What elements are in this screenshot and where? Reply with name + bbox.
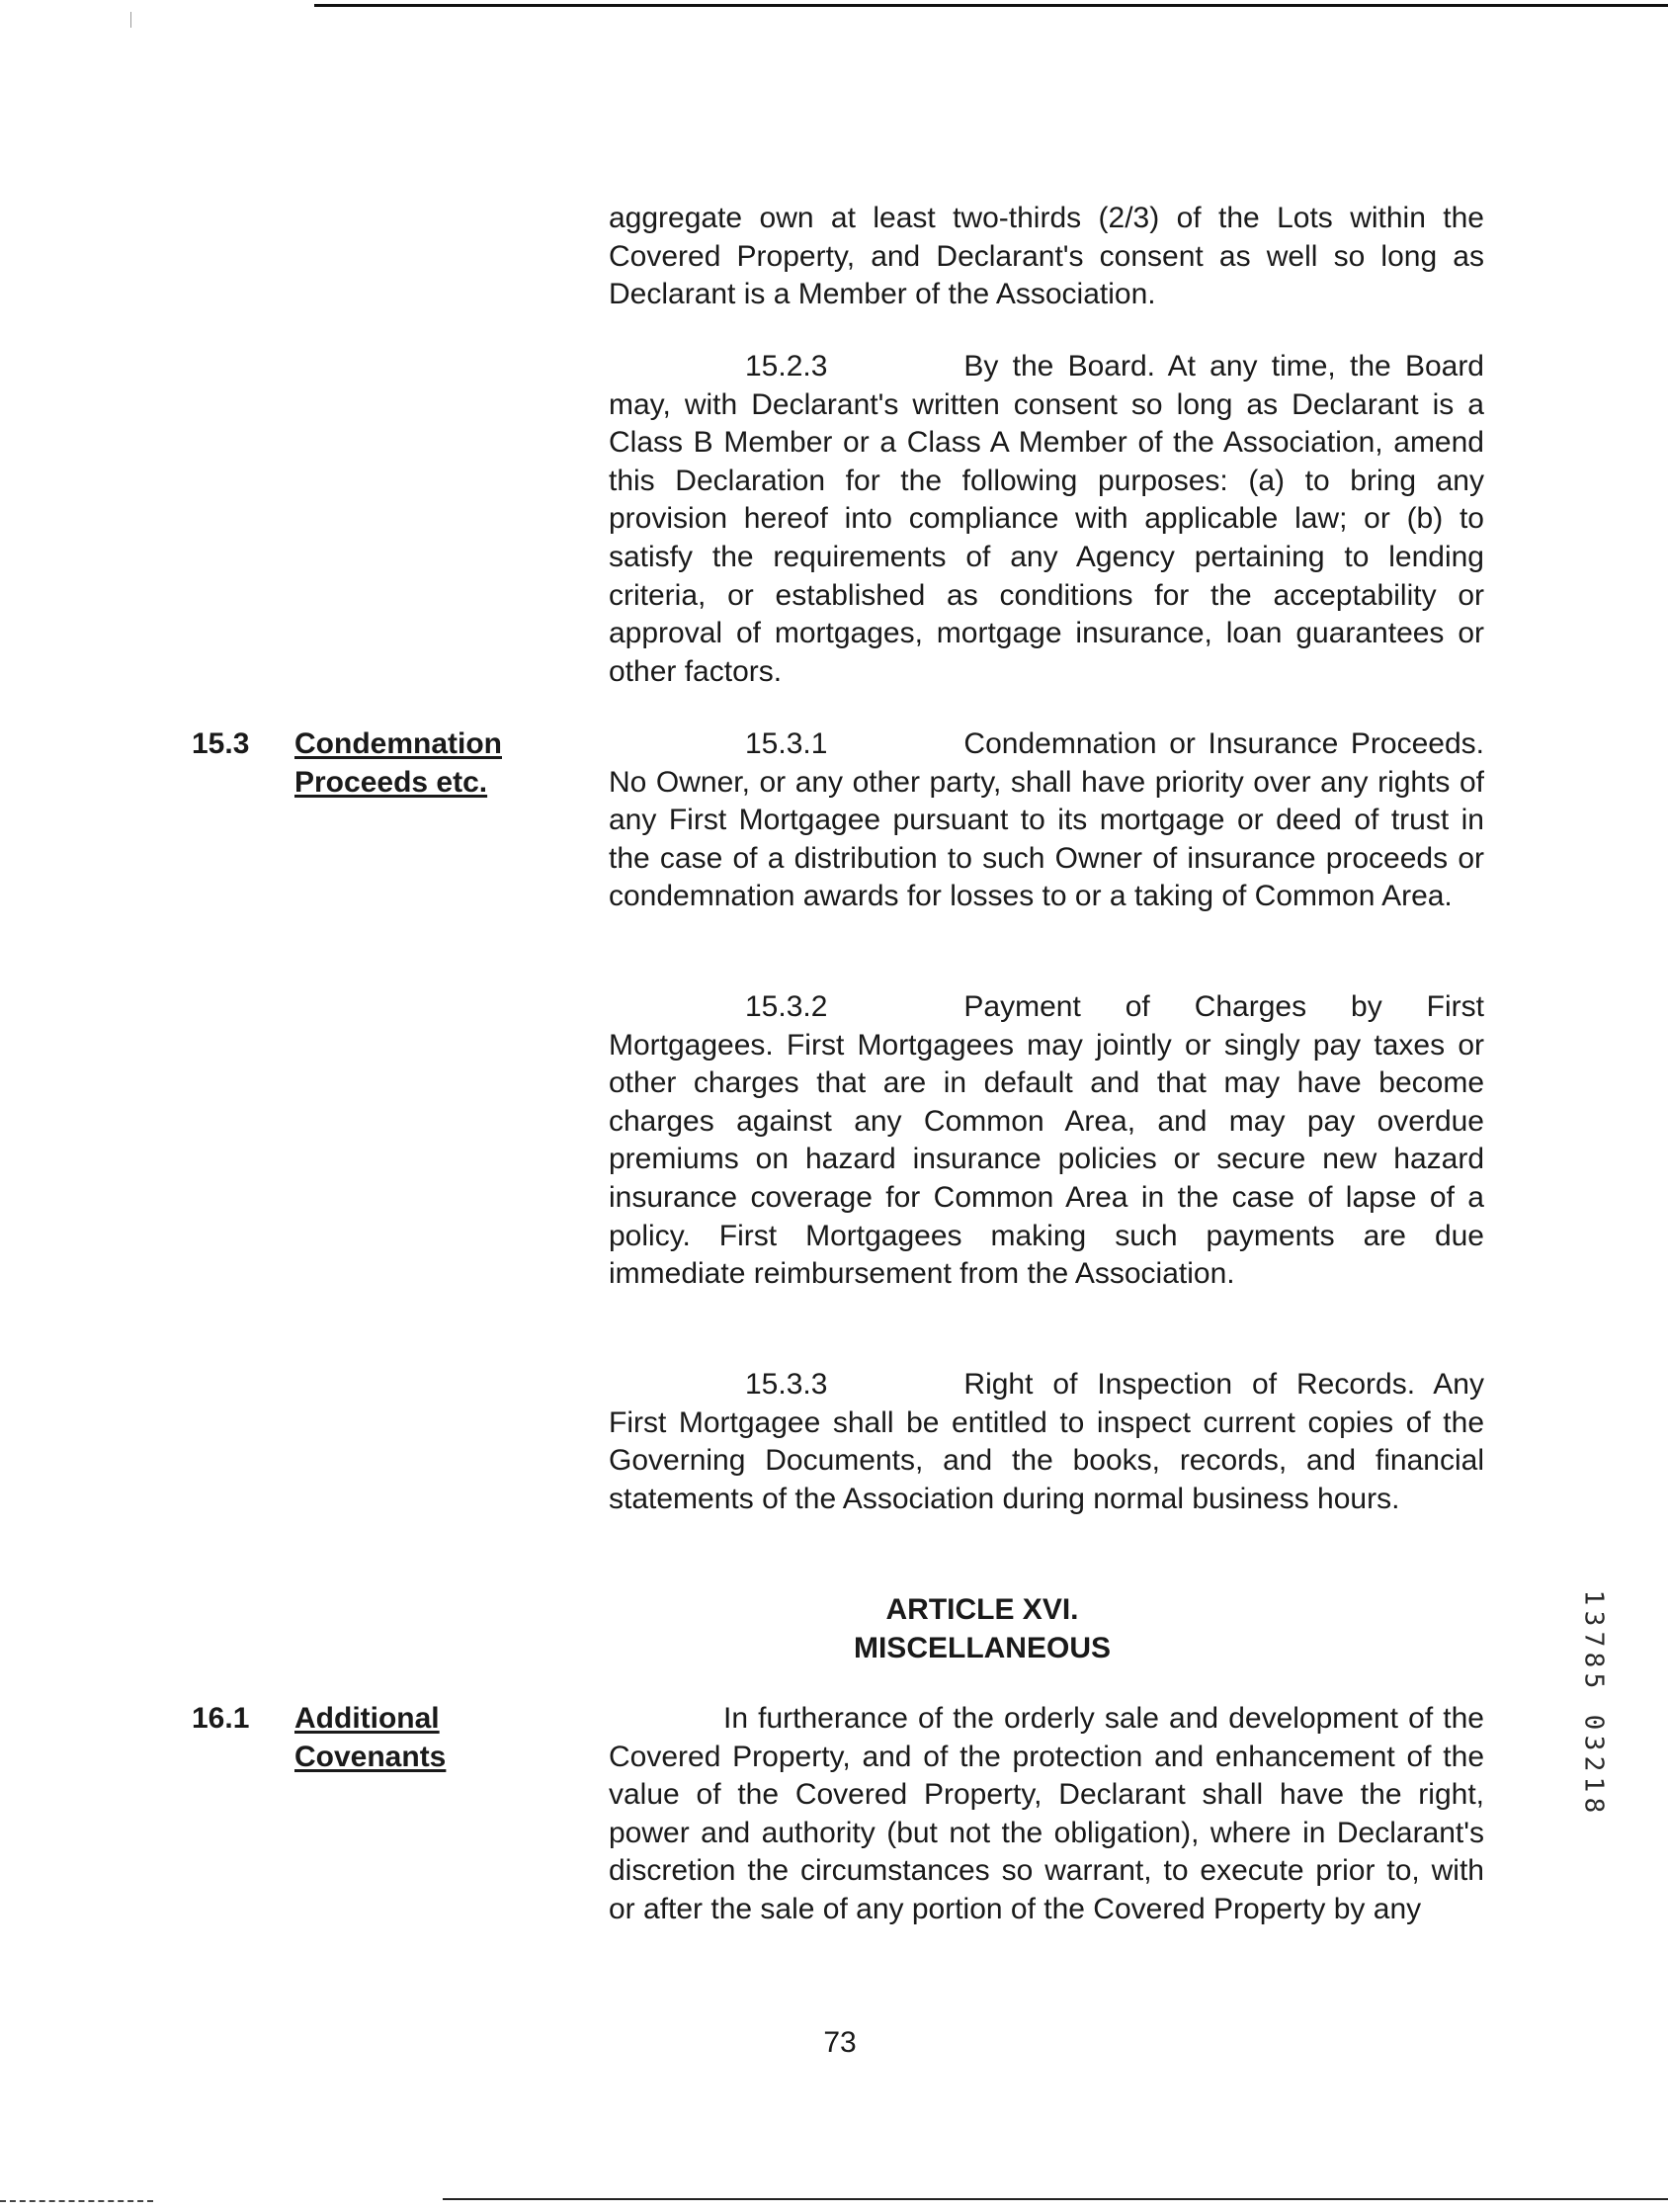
subsection-number: 15.3.2 <box>745 990 828 1023</box>
bottom-border-rule <box>443 2198 1668 2200</box>
paragraph-text: aggregate own at least two-thirds (2/3) of the Lots within the Covered Property, and Declarant's consent as well so long as Declarant is a Member of the Association. <box>609 202 1484 311</box>
paragraph-15-2-2-continuation <box>609 200 1484 314</box>
paragraph-text: Payment of Charges by First Mortgagees. First Mortgagees may jointly or singly pay taxes or other charges that are in default and that may have become charges against any Common Area, and may pay overdue premiums on hazard insurance policies or secure new hazard insurance coverage for Common Area in the case of lapse of a policy. First Mortgagees making such payments are due immediate reimbursement from the Association. <box>609 990 1484 1291</box>
bottom-left-scan-mark <box>0 2200 153 2202</box>
recording-number-stamp <box>1573 1587 1613 1884</box>
section-number: 15.3 <box>192 727 250 760</box>
stamp-char: 2 <box>1578 1755 1609 1772</box>
paragraph-15-3-1 <box>609 725 1484 916</box>
subsection-number: 15.3.3 <box>745 1368 828 1401</box>
paragraph-15-3-3 <box>609 1366 1484 1518</box>
stamp-char: 3 <box>1578 1735 1609 1751</box>
stamp-char: 1 <box>1578 1776 1609 1793</box>
paragraph-text: Right of Inspection of Records. Any First Mortgagee shall be entitled to inspect current copies of the Governing Documents, and the books, records, and financial statements of the Association during normal business hours. <box>609 1368 1484 1515</box>
stamp-char: 1 <box>1578 1589 1609 1606</box>
article-heading <box>609 1591 1356 1667</box>
paragraph-15-3-2 <box>609 988 1484 1294</box>
paragraph-body <box>609 1700 1484 1929</box>
section-title-line2: Covenants <box>294 1740 447 1773</box>
paragraph-body <box>609 348 1484 691</box>
paragraph-text: By the Board. At any time, the Board may, with Declarant's written consent so long as Declarant is a Class B Member or a Class A Member of the Association, amend this Declaration for the following purposes: (a) to bring any provision hereof into compliance with applicable law; or (b) to satisfy the requirements of any Agency pertaining to lending criteria, or established as conditions for the acceptability or approval of mortgages, mortgage insurance, loan guarantees or other factors. <box>609 350 1484 688</box>
stamp-char: 0 <box>1578 1714 1609 1731</box>
paragraph-text: In furtherance of the orderly sale and development of the Covered Property, and of the protection and enhancement of the value of the Covered Property, Declarant shall have the right, power and authority (but not the obligation), where in Declarant's discretion the circumstances so warrant, to execute prior to, with or after the sale of any portion of the Covered Property by any <box>609 1702 1484 1925</box>
top-left-scan-mark <box>130 12 131 28</box>
paragraph-15-2-3 <box>609 348 1484 691</box>
stamp-char: 3 <box>1578 1610 1609 1627</box>
stamp-char: 8 <box>1578 1652 1609 1668</box>
paragraph-text: Condemnation or Insurance Proceeds. No Owner, or any other party, shall have priority over any rights of any First Mortgagee pursuant to its mortgage or deed of trust in the case of a distribution to such Owner of insurance proceeds or condemnation awards for losses to or a taking of Common Area. <box>609 727 1484 913</box>
paragraph-body <box>609 988 1484 1294</box>
section-title-line1: Condemnation <box>294 727 502 760</box>
stamp-char: 7 <box>1578 1631 1609 1648</box>
article-number: ARTICLE XVI. <box>885 1593 1079 1626</box>
paragraph-16-1 <box>609 1700 1484 1929</box>
top-border-rule <box>314 4 1668 7</box>
stamp-char: 8 <box>1578 1797 1609 1814</box>
section-number: 16.1 <box>192 1702 250 1735</box>
section-title-line1: Additional <box>294 1702 440 1735</box>
section-title-line2: Proceeds etc. <box>294 765 488 799</box>
stamp-char: 5 <box>1578 1672 1609 1689</box>
article-title: MISCELLANEOUS <box>853 1631 1111 1664</box>
page-number: 73 <box>823 2026 857 2059</box>
subsection-number: 15.2.3 <box>745 350 828 383</box>
paragraph-body <box>609 1366 1484 1518</box>
subsection-number: 15.3.1 <box>745 727 828 760</box>
paragraph-body <box>609 725 1484 916</box>
